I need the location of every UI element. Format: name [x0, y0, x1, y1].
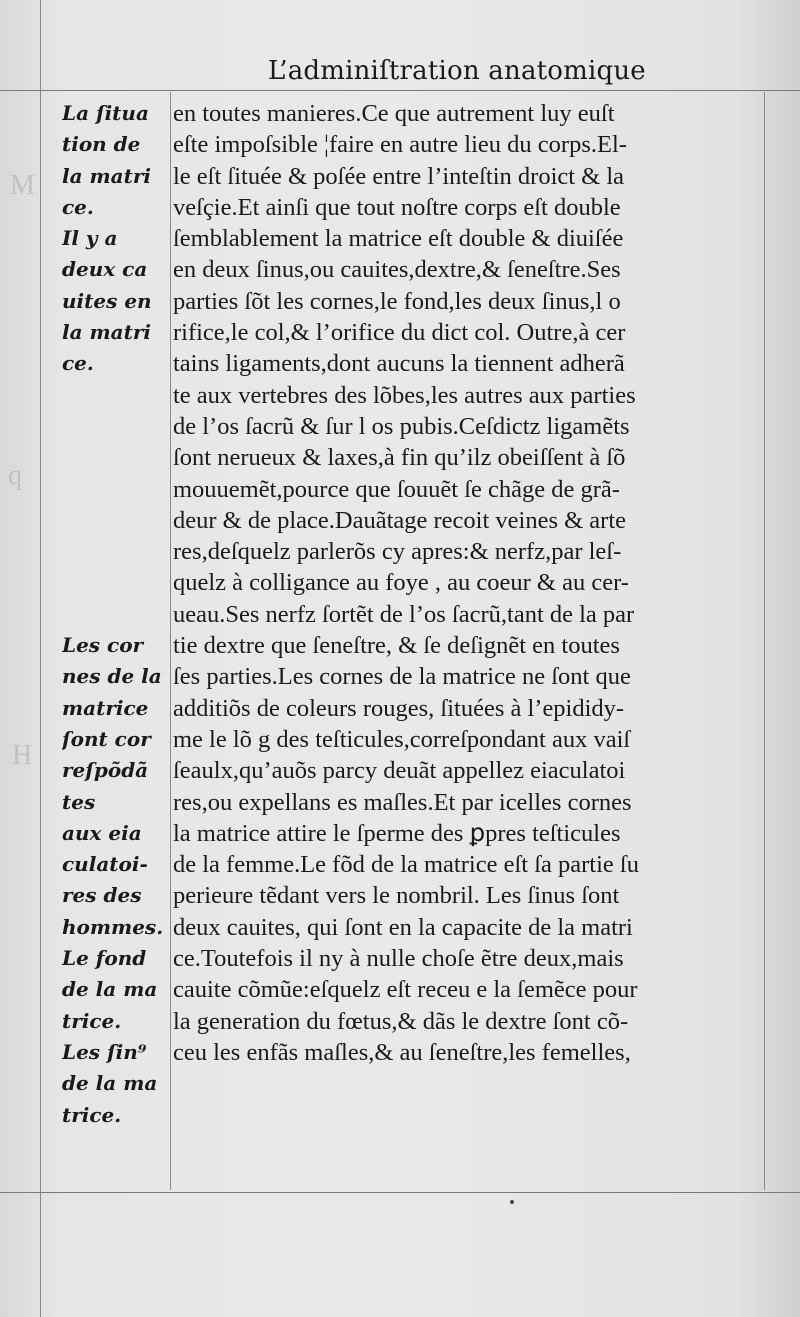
- margin-note-line: tes: [62, 789, 96, 814]
- margin-note-line: la matri: [62, 163, 152, 188]
- text-line: tains ligaments,dont aucuns la tiennent adherã: [173, 350, 625, 378]
- text-line: le eſt ſituée & poſée entre l’inteſtin droict & la: [173, 162, 625, 190]
- margin-note-line: hommes.: [62, 914, 164, 939]
- margin-note-line: deux ca: [62, 257, 148, 282]
- text-line: de la femme.Le fõd de la matrice eſt ſa partie ſu: [173, 851, 639, 879]
- text-line: ce.Toutefois il ny à nulle choſe ẽtre deux,mais: [173, 945, 624, 973]
- margin-note-line: Les cor: [62, 633, 144, 658]
- text-line: la matrice attire le ſperme des ꝑpres teſticules: [173, 819, 621, 847]
- margin-note: [62, 1037, 172, 1131]
- margin-note-line: Le fond: [62, 946, 147, 971]
- text-line: tie dextre que ſeneſtre, & ſe deſignẽt en toutes: [173, 632, 620, 660]
- text-line: ueau.Ses nerfz ſortẽt de l’os ſacrũ,tant de la par: [173, 600, 635, 628]
- bleed-through-mark: H: [12, 740, 33, 771]
- printer-mark: [510, 1200, 514, 1204]
- margin-note-line: ce.: [62, 351, 94, 376]
- margin-note-line: matrice: [62, 695, 149, 720]
- text-line: ſes parties.Les cornes de la matrice ne ſont que: [173, 663, 631, 691]
- margin-note-line: aux eia: [62, 820, 142, 845]
- margin-note-line: tion de: [62, 132, 141, 157]
- body-text: [173, 98, 758, 1068]
- text-line: deur & de place.Dauãtage recoit veines & arte: [173, 506, 627, 534]
- margin-note-line: reſpõdã: [62, 758, 149, 783]
- text-line: veſçie.Et ainſi que tout noſtre corps eſt double: [173, 193, 621, 221]
- footer-rule: [0, 1192, 800, 1193]
- bleed-through-mark: q: [8, 460, 22, 491]
- margin-note: [62, 98, 172, 223]
- text-line: ſont nerueux & laxes,à fin qu’ilz obeiſſent à ſõ: [173, 444, 626, 472]
- margin-note-line: Les ſin⁹: [62, 1040, 147, 1064]
- text-line: ſeaulx,qu’auõs parcy deuãt appellez eiaculatoi: [173, 757, 626, 785]
- margin-note-line: ce.: [62, 194, 94, 219]
- text-line: ceu les enfãs maſles,& au ſeneſtre,les femelles,: [173, 1038, 631, 1066]
- right-rule: [764, 92, 765, 1190]
- margin-note-line: de la ma: [62, 1071, 158, 1096]
- text-line: en toutes manieres.Ce que autrement luy euſt: [173, 100, 615, 127]
- margin-note-line: Il y a: [62, 226, 118, 251]
- header-rule: [0, 90, 800, 91]
- text-line: additiõs de coleurs rouges, ſituées à l’epididy-: [173, 694, 625, 722]
- text-line: mouuemẽt,pource que ſouuẽt ſe chãge de grã-: [173, 475, 620, 503]
- margin-note: [62, 630, 172, 943]
- margin-note-line: nes de la: [62, 664, 162, 689]
- margin-note-line: La ſitua: [62, 101, 149, 125]
- text-line: me le lõ g des teſticules,correſpondant aux vaiſ: [173, 725, 631, 753]
- text-line: la generation du fœtus,& dãs le dextre ſont cõ-: [173, 1007, 629, 1035]
- margin-note-line: trice.: [62, 1008, 122, 1033]
- margin-note: [62, 223, 172, 379]
- text-line: rifice,le col,& l’orifice du dict col. Outre,à cer: [173, 319, 626, 347]
- margin-note-line: de la ma: [62, 977, 158, 1002]
- margin-note-line: uites en: [62, 288, 152, 313]
- text-line: parties ſõt les cornes,le fond,les deux ſinus,l o: [173, 287, 621, 315]
- text-line: deux cauites, qui ſont en la capacite de la matri: [173, 913, 633, 941]
- margin-note-line: la matri: [62, 320, 152, 345]
- margin-note-line: culatoi-: [62, 852, 148, 877]
- text-line: res,ou expellans es maſles.Et par icelles cornes: [173, 788, 632, 816]
- left-outer-rule: [40, 0, 41, 1317]
- text-line: en deux ſinus,ou cauites,dextre,& ſeneſtre.Ses: [173, 256, 621, 284]
- margin-note-line: trice.: [62, 1102, 122, 1127]
- bleed-through-mark: M: [10, 170, 35, 201]
- text-line: ſemblablement la matrice eſt double & diuiſée: [173, 225, 624, 253]
- margin-note-line: res des: [62, 883, 142, 908]
- text-line: res,deſquelz parlerõs cy apres:& nerfz,par leſ-: [173, 538, 622, 566]
- text-line: de l’os ſacrũ & ſur l os pubis.Ceſdictz ligamẽts: [173, 412, 630, 440]
- text-line: perieure tẽdant vers le nombril. Les ſinus ſont: [173, 882, 620, 910]
- margin-note-line: ſont cor: [62, 726, 151, 751]
- text-line: te aux vertebres des lõbes,les autres aux parties: [173, 381, 636, 409]
- margin-note: [62, 943, 172, 1037]
- text-line: quelz à colligance au foye , au coeur & au cer-: [173, 569, 629, 597]
- text-line: eſte impoſsible ¦faire en autre lieu du corps.El-: [173, 131, 627, 159]
- text-line: cauite cõmũe:eſquelz eſt receu e la ſemẽce pour: [173, 976, 638, 1004]
- running-header: L’adminiſtration anatomique: [268, 56, 646, 86]
